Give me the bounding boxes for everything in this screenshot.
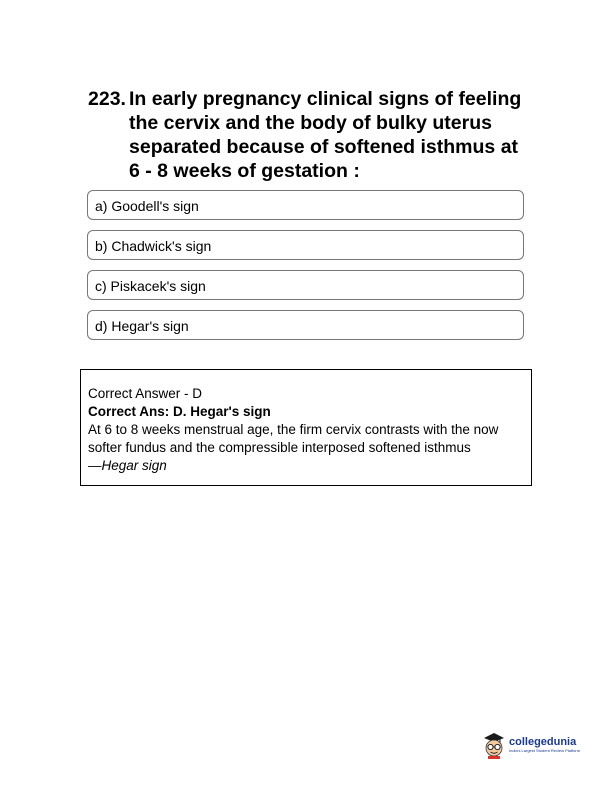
answer-source: —Hegar sign bbox=[88, 458, 167, 473]
option-b[interactable]: b) Chadwick's sign bbox=[87, 230, 524, 260]
correct-answer-title: Correct Ans: D. Hegar's sign bbox=[88, 404, 271, 419]
question-text: In early pregnancy clinical signs of feeling the cervix and the body of bulky uterus separated because of softened isthmus at 6 - 8 weeks of gestation : bbox=[129, 88, 522, 182]
option-d[interactable]: d) Hegar's sign bbox=[87, 310, 524, 340]
question-number: 223. bbox=[88, 88, 126, 110]
option-a[interactable]: a) Goodell's sign bbox=[87, 190, 524, 220]
option-c[interactable]: c) Piskacek's sign bbox=[87, 270, 524, 300]
collegedunia-logo bbox=[482, 730, 582, 760]
logo-tagline: India's Largest Student Review Platform bbox=[509, 748, 581, 753]
mascot-icon bbox=[482, 731, 506, 759]
correct-answer-line: Correct Answer - D bbox=[88, 386, 203, 401]
logo-brand: collegedunia bbox=[509, 736, 577, 748]
question bbox=[88, 87, 528, 183]
answer-box bbox=[80, 369, 532, 486]
answer-explanation: At 6 to 8 weeks menstrual age, the firm cervix contrasts with the now softer fundus and the compressible interposed softened isthmus bbox=[88, 422, 499, 455]
